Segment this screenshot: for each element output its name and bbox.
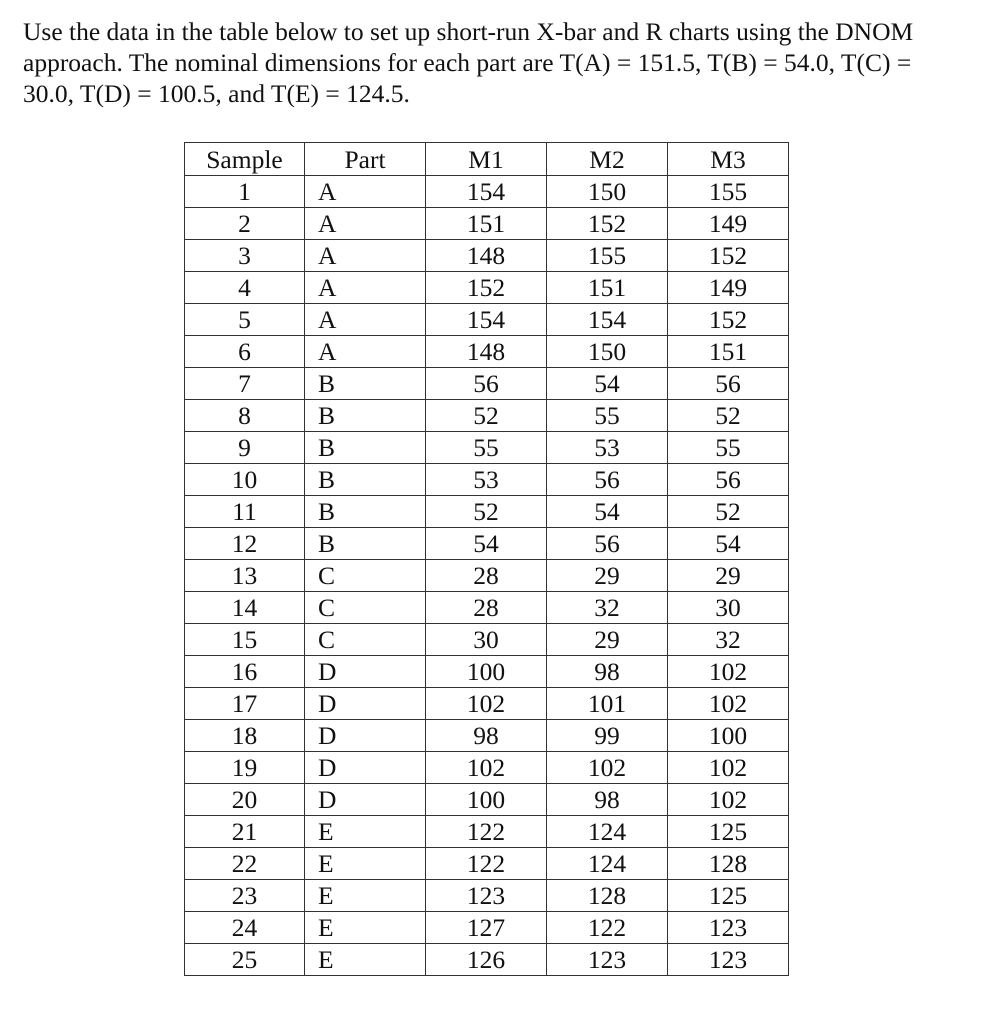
cell-m1: 102 [426, 752, 547, 784]
cell-m3: 55 [668, 432, 789, 464]
cell-m3: 56 [668, 464, 789, 496]
header-m3: M3 [668, 143, 789, 176]
table-row [185, 272, 789, 304]
cell-m3: 155 [668, 176, 789, 208]
cell-m1: 100 [426, 784, 547, 816]
cell-sample: 23 [185, 880, 305, 912]
cell-m2: 124 [547, 816, 668, 848]
cell-m2: 128 [547, 880, 668, 912]
cell-m3: 123 [668, 912, 789, 944]
cell-m3: 100 [668, 720, 789, 752]
cell-part: D [305, 688, 426, 720]
cell-sample: 9 [185, 432, 305, 464]
cell-m1: 122 [426, 816, 547, 848]
cell-m1: 30 [426, 624, 547, 656]
table-row [185, 432, 789, 464]
cell-part: C [305, 624, 426, 656]
table-row [185, 240, 789, 272]
cell-m2: 101 [547, 688, 668, 720]
cell-m3: 125 [668, 880, 789, 912]
table-header-row [185, 143, 789, 176]
cell-m1: 154 [426, 304, 547, 336]
cell-sample: 14 [185, 592, 305, 624]
cell-m3: 102 [668, 656, 789, 688]
table-row [185, 592, 789, 624]
cell-m3: 52 [668, 400, 789, 432]
cell-m2: 98 [547, 784, 668, 816]
cell-part: D [305, 656, 426, 688]
cell-m1: 28 [426, 560, 547, 592]
cell-part: B [305, 432, 426, 464]
cell-m3: 32 [668, 624, 789, 656]
cell-part: A [305, 240, 426, 272]
cell-m3: 149 [668, 272, 789, 304]
cell-part: B [305, 496, 426, 528]
cell-part: C [305, 560, 426, 592]
cell-m3: 102 [668, 752, 789, 784]
cell-sample: 2 [185, 208, 305, 240]
cell-m2: 56 [547, 528, 668, 560]
cell-m1: 148 [426, 336, 547, 368]
table-row [185, 400, 789, 432]
cell-m3: 56 [668, 368, 789, 400]
cell-sample: 22 [185, 848, 305, 880]
cell-sample: 13 [185, 560, 305, 592]
cell-sample: 1 [185, 176, 305, 208]
cell-m2: 151 [547, 272, 668, 304]
cell-m3: 125 [668, 816, 789, 848]
table-row [185, 752, 789, 784]
table-row [185, 176, 789, 208]
cell-sample: 18 [185, 720, 305, 752]
cell-m2: 32 [547, 592, 668, 624]
cell-part: D [305, 720, 426, 752]
cell-m1: 98 [426, 720, 547, 752]
cell-m3: 151 [668, 336, 789, 368]
cell-m2: 124 [547, 848, 668, 880]
table-row [185, 784, 789, 816]
cell-part: D [305, 784, 426, 816]
cell-part: A [305, 336, 426, 368]
cell-m1: 100 [426, 656, 547, 688]
cell-m1: 126 [426, 944, 547, 976]
cell-part: E [305, 912, 426, 944]
table-row [185, 944, 789, 976]
cell-m2: 154 [547, 304, 668, 336]
table-row [185, 656, 789, 688]
cell-part: B [305, 528, 426, 560]
cell-sample: 24 [185, 912, 305, 944]
cell-part: E [305, 880, 426, 912]
cell-m1: 152 [426, 272, 547, 304]
cell-sample: 6 [185, 336, 305, 368]
cell-sample: 3 [185, 240, 305, 272]
cell-m3: 152 [668, 240, 789, 272]
cell-m1: 54 [426, 528, 547, 560]
measurement-table [184, 142, 789, 976]
cell-m2: 152 [547, 208, 668, 240]
cell-m3: 149 [668, 208, 789, 240]
cell-m1: 56 [426, 368, 547, 400]
cell-sample: 15 [185, 624, 305, 656]
cell-sample: 11 [185, 496, 305, 528]
cell-m2: 29 [547, 560, 668, 592]
cell-m1: 122 [426, 848, 547, 880]
cell-m1: 154 [426, 176, 547, 208]
cell-m2: 29 [547, 624, 668, 656]
cell-part: A [305, 208, 426, 240]
cell-m3: 102 [668, 688, 789, 720]
cell-part: C [305, 592, 426, 624]
cell-part: E [305, 944, 426, 976]
cell-m2: 54 [547, 368, 668, 400]
table-row [185, 624, 789, 656]
cell-part: D [305, 752, 426, 784]
table-row [185, 720, 789, 752]
table-row [185, 688, 789, 720]
problem-statement [23, 16, 983, 109]
cell-sample: 25 [185, 944, 305, 976]
table-row [185, 368, 789, 400]
table-row [185, 304, 789, 336]
table-row [185, 464, 789, 496]
cell-m1: 151 [426, 208, 547, 240]
table-row [185, 336, 789, 368]
cell-part: B [305, 464, 426, 496]
cell-m3: 30 [668, 592, 789, 624]
cell-sample: 5 [185, 304, 305, 336]
cell-part: A [305, 304, 426, 336]
header-m1: M1 [426, 143, 547, 176]
cell-m3: 102 [668, 784, 789, 816]
cell-part: E [305, 816, 426, 848]
cell-part: A [305, 176, 426, 208]
cell-sample: 19 [185, 752, 305, 784]
cell-m2: 55 [547, 400, 668, 432]
cell-m2: 122 [547, 912, 668, 944]
cell-part: B [305, 368, 426, 400]
cell-sample: 21 [185, 816, 305, 848]
table-row [185, 848, 789, 880]
cell-m2: 99 [547, 720, 668, 752]
cell-sample: 12 [185, 528, 305, 560]
cell-m1: 55 [426, 432, 547, 464]
cell-part: A [305, 272, 426, 304]
header-sample: Sample [185, 143, 305, 176]
problem-statement-line: approach. The nominal dimensions for each part are T(A) = 151.5, T(B) = 54.0, T(C) = [23, 48, 912, 77]
cell-m3: 52 [668, 496, 789, 528]
cell-sample: 20 [185, 784, 305, 816]
cell-m1: 148 [426, 240, 547, 272]
table-row [185, 880, 789, 912]
table-row [185, 208, 789, 240]
header-part: Part [305, 143, 426, 176]
cell-sample: 7 [185, 368, 305, 400]
cell-m2: 123 [547, 944, 668, 976]
cell-m1: 127 [426, 912, 547, 944]
cell-m2: 150 [547, 336, 668, 368]
cell-m1: 53 [426, 464, 547, 496]
cell-sample: 8 [185, 400, 305, 432]
problem-statement-line: Use the data in the table below to set up short-run X-bar and R charts using the DNOM [23, 17, 914, 46]
header-m2: M2 [547, 143, 668, 176]
cell-m3: 152 [668, 304, 789, 336]
table-row [185, 496, 789, 528]
cell-m2: 150 [547, 176, 668, 208]
cell-m2: 53 [547, 432, 668, 464]
cell-sample: 17 [185, 688, 305, 720]
cell-m3: 29 [668, 560, 789, 592]
table-row [185, 560, 789, 592]
cell-part: B [305, 400, 426, 432]
cell-m1: 102 [426, 688, 547, 720]
table-row [185, 816, 789, 848]
cell-sample: 4 [185, 272, 305, 304]
cell-m3: 128 [668, 848, 789, 880]
cell-sample: 16 [185, 656, 305, 688]
cell-sample: 10 [185, 464, 305, 496]
cell-m1: 123 [426, 880, 547, 912]
table-row [185, 912, 789, 944]
cell-m2: 56 [547, 464, 668, 496]
table-row [185, 528, 789, 560]
cell-part: E [305, 848, 426, 880]
cell-m3: 123 [668, 944, 789, 976]
cell-m2: 54 [547, 496, 668, 528]
cell-m1: 52 [426, 400, 547, 432]
cell-m1: 52 [426, 496, 547, 528]
problem-statement-line: 30.0, T(D) = 100.5, and T(E) = 124.5. [23, 79, 410, 108]
cell-m2: 102 [547, 752, 668, 784]
cell-m1: 28 [426, 592, 547, 624]
cell-m2: 155 [547, 240, 668, 272]
table-body [185, 176, 789, 976]
cell-m3: 54 [668, 528, 789, 560]
cell-m2: 98 [547, 656, 668, 688]
